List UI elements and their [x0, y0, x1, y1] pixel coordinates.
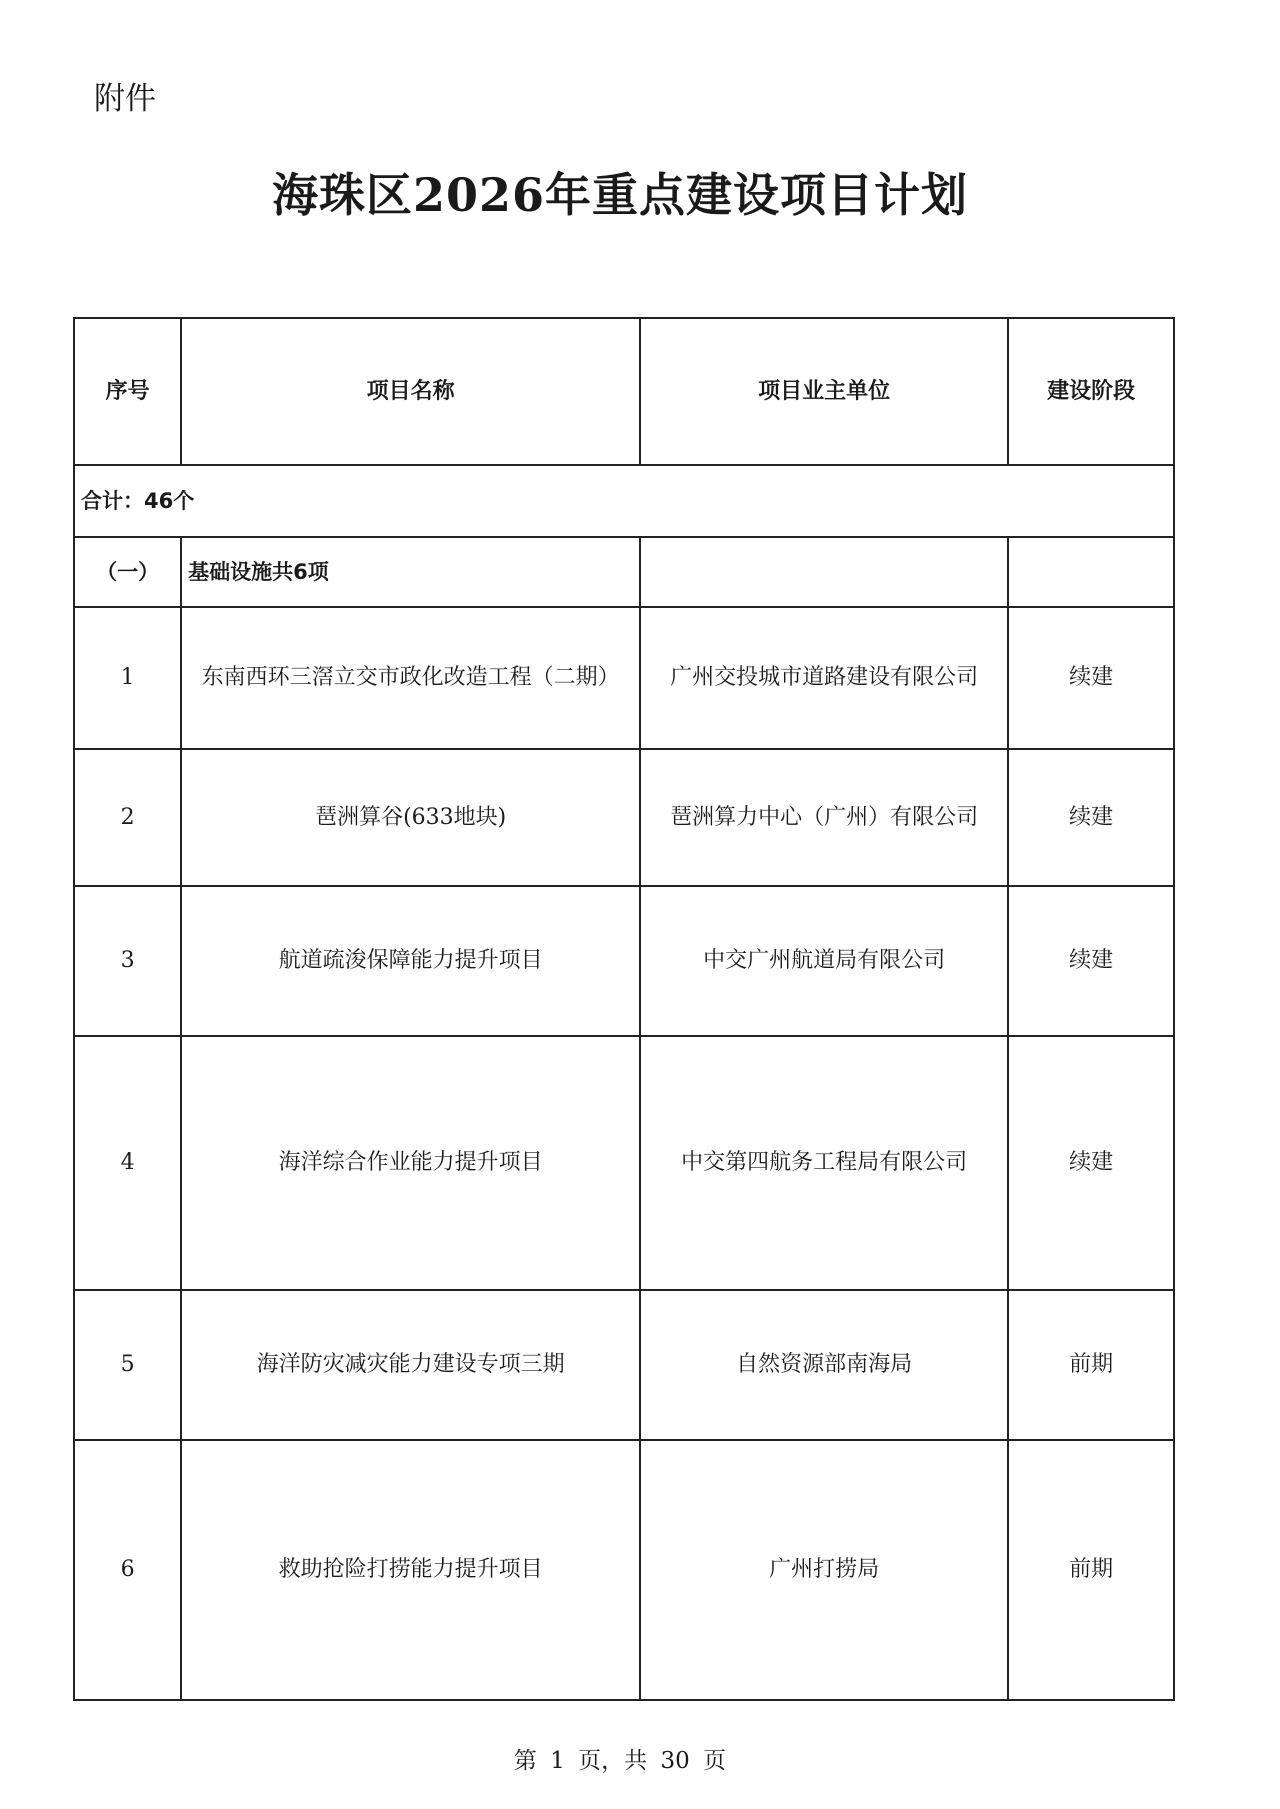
row-seq: 2 — [74, 749, 181, 886]
row-owner: 中交广州航道局有限公司 — [640, 886, 1008, 1036]
row-seq: 5 — [74, 1290, 181, 1440]
table-row — [74, 1036, 1174, 1290]
row-project-name: 航道疏浚保障能力提升项目 — [181, 886, 640, 1036]
table-row — [74, 886, 1174, 1036]
row-seq: 3 — [74, 886, 181, 1036]
page-footer: 第 1 页，共 30 页 — [513, 1748, 727, 1774]
page-title: 海珠区2026年重点建设项目计划 — [271, 168, 969, 222]
row-stage: 续建 — [1008, 607, 1174, 749]
section-row — [74, 537, 1174, 607]
row-project-name: 海洋综合作业能力提升项目 — [181, 1036, 640, 1290]
section-owner-empty — [640, 537, 1008, 607]
row-stage: 前期 — [1008, 1290, 1174, 1440]
total-row — [74, 465, 1174, 537]
row-seq: 6 — [74, 1440, 181, 1700]
header-owner: 项目业主单位 — [640, 318, 1008, 465]
row-owner: 中交第四航务工程局有限公司 — [640, 1036, 1008, 1290]
row-project-name: 琶洲算谷(633地块) — [181, 749, 640, 886]
header-name: 项目名称 — [181, 318, 640, 465]
table-row — [74, 749, 1174, 886]
table-row — [74, 1290, 1174, 1440]
row-owner: 琶洲算力中心（广州）有限公司 — [640, 749, 1008, 886]
section-name: 基础设施共6项 — [181, 537, 640, 607]
row-seq: 4 — [74, 1036, 181, 1290]
row-project-name: 救助抢险打捞能力提升项目 — [181, 1440, 640, 1700]
table-header-row — [74, 318, 1174, 465]
row-stage: 续建 — [1008, 1036, 1174, 1290]
table-row — [74, 607, 1174, 749]
header-seq: 序号 — [74, 318, 181, 465]
section-seq: （一） — [74, 537, 181, 607]
row-owner: 广州交投城市道路建设有限公司 — [640, 607, 1008, 749]
table-row — [74, 1440, 1174, 1700]
header-stage: 建设阶段 — [1008, 318, 1174, 465]
row-project-name: 海洋防灾减灾能力建设专项三期 — [181, 1290, 640, 1440]
attachment-label: 附件 — [94, 81, 156, 117]
row-project-name: 东南西环三滘立交市政化改造工程（二期） — [181, 607, 640, 749]
row-owner: 广州打捞局 — [640, 1440, 1008, 1700]
row-stage: 续建 — [1008, 886, 1174, 1036]
total-count: 合计：46个 — [74, 465, 1174, 537]
section-stage-empty — [1008, 537, 1174, 607]
row-seq: 1 — [74, 607, 181, 749]
row-owner: 自然资源部南海局 — [640, 1290, 1008, 1440]
project-table — [73, 317, 1175, 1701]
row-stage: 前期 — [1008, 1440, 1174, 1700]
row-stage: 续建 — [1008, 749, 1174, 886]
